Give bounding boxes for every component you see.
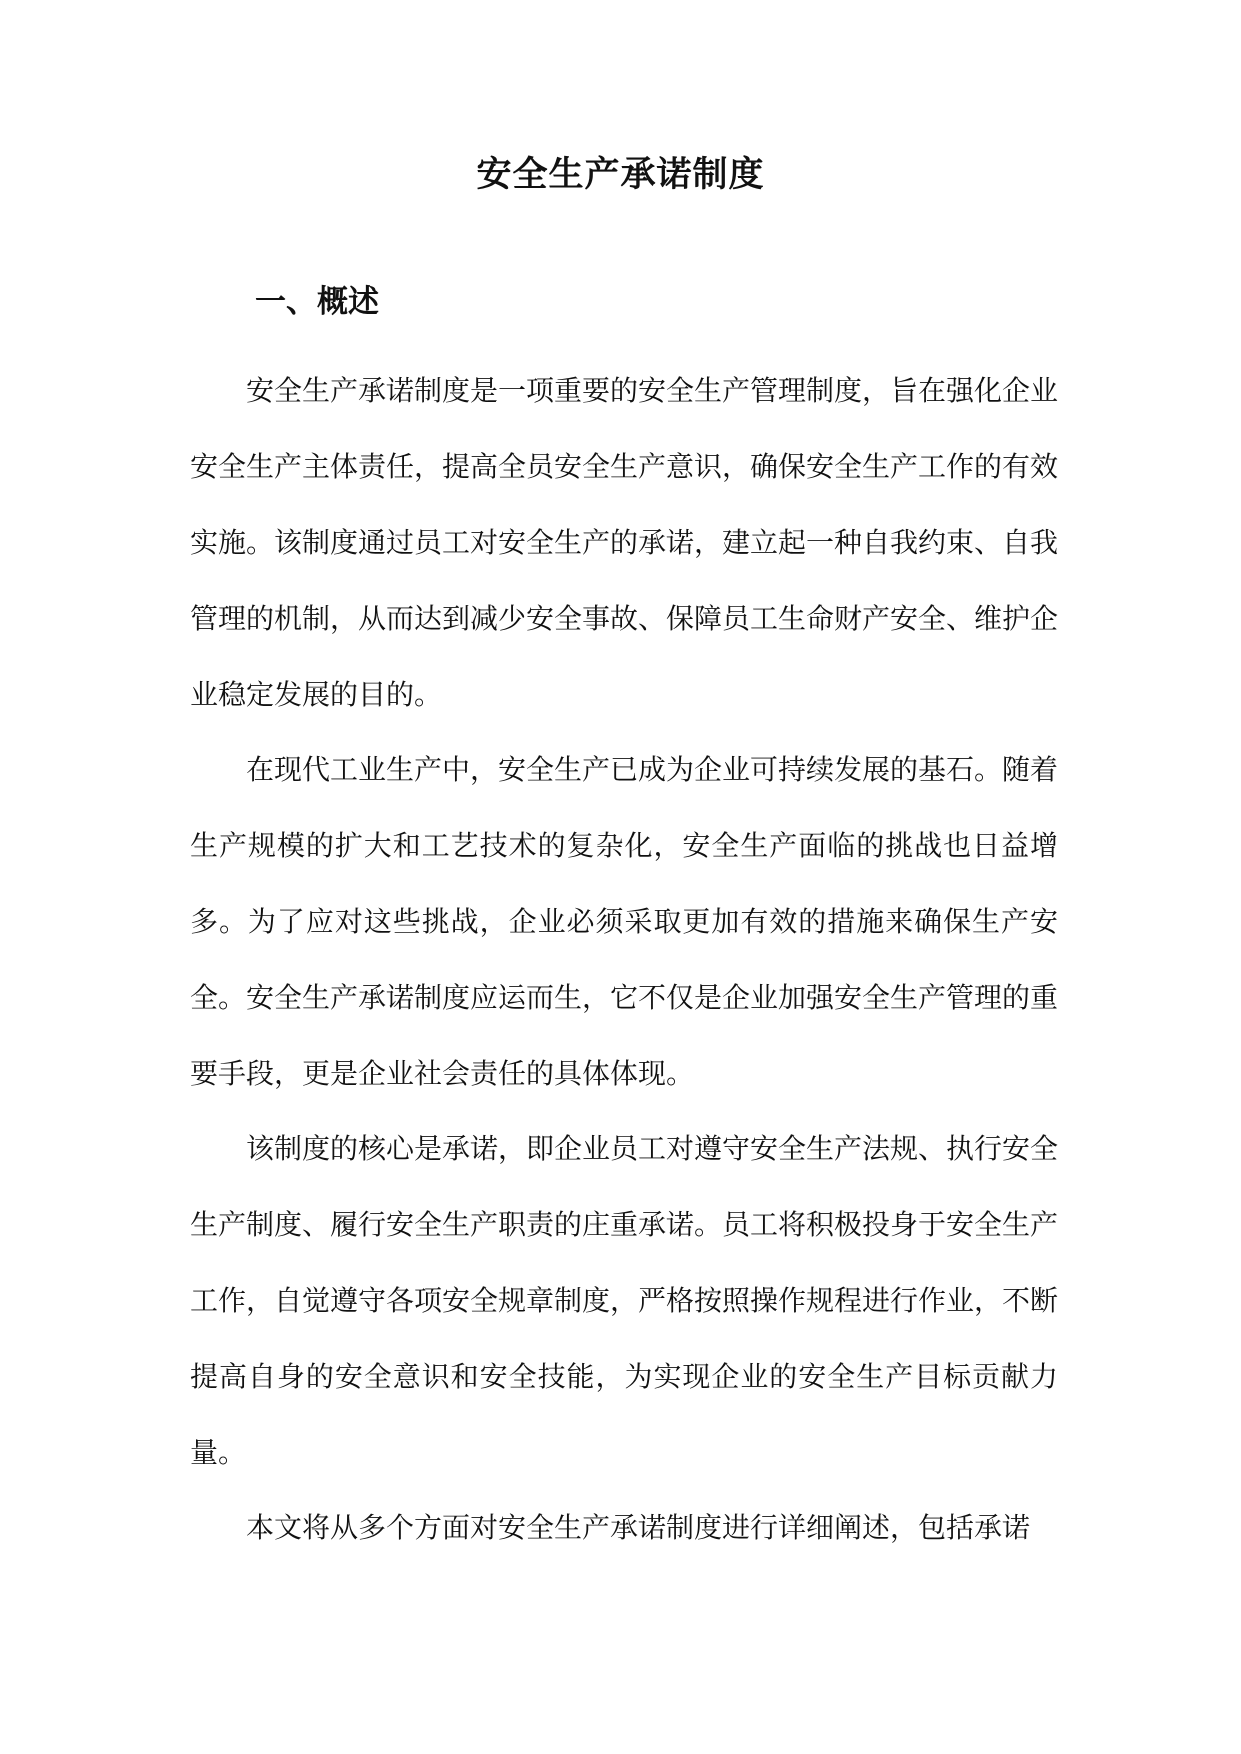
paragraph-2: 在现代工业生产中，安全生产已成为企业可持续发展的基石。随着生产规模的扩大和工艺技术的复杂化，安全生产面临的挑战也日益增多。为了应对这些挑战，企业必须采取更加有效的措施来确保生产安全。安全生产承诺制度应运而生，它不仅是企业加强安全生产管理的重要手段，更是企业社会责任的具体体现。 <box>190 753 1059 1090</box>
paragraph-1: 安全生产承诺制度是一项重要的安全生产管理制度，旨在强化企业安全生产主体责任，提高全员安全生产意识，确保安全生产工作的有效实施。该制度通过员工对安全生产的承诺，建立起一种自我约束、自我管理的机制，从而达到减少安全事故、保障员工生命财产安全、维护企业稳定发展的目的。 <box>190 374 1059 711</box>
document-title: 安全生产承诺制度 <box>476 154 765 195</box>
paragraph-3: 该制度的核心是承诺，即企业员工对遵守安全生产法规、执行安全生产制度、履行安全生产职责的庄重承诺。员工将积极投身于安全生产工作，自觉遵守各项安全规章制度，严格按照操作规程进行作业，不断提高自身的安全意识和安全技能，为实现企业的安全生产目标贡献力量。 <box>190 1132 1059 1469</box>
section-heading-overview: 一、概述 <box>255 284 379 320</box>
paragraph-4: 本文将从多个方面对安全生产承诺制度进行详细阐述，包括承诺 <box>246 1511 1031 1544</box>
